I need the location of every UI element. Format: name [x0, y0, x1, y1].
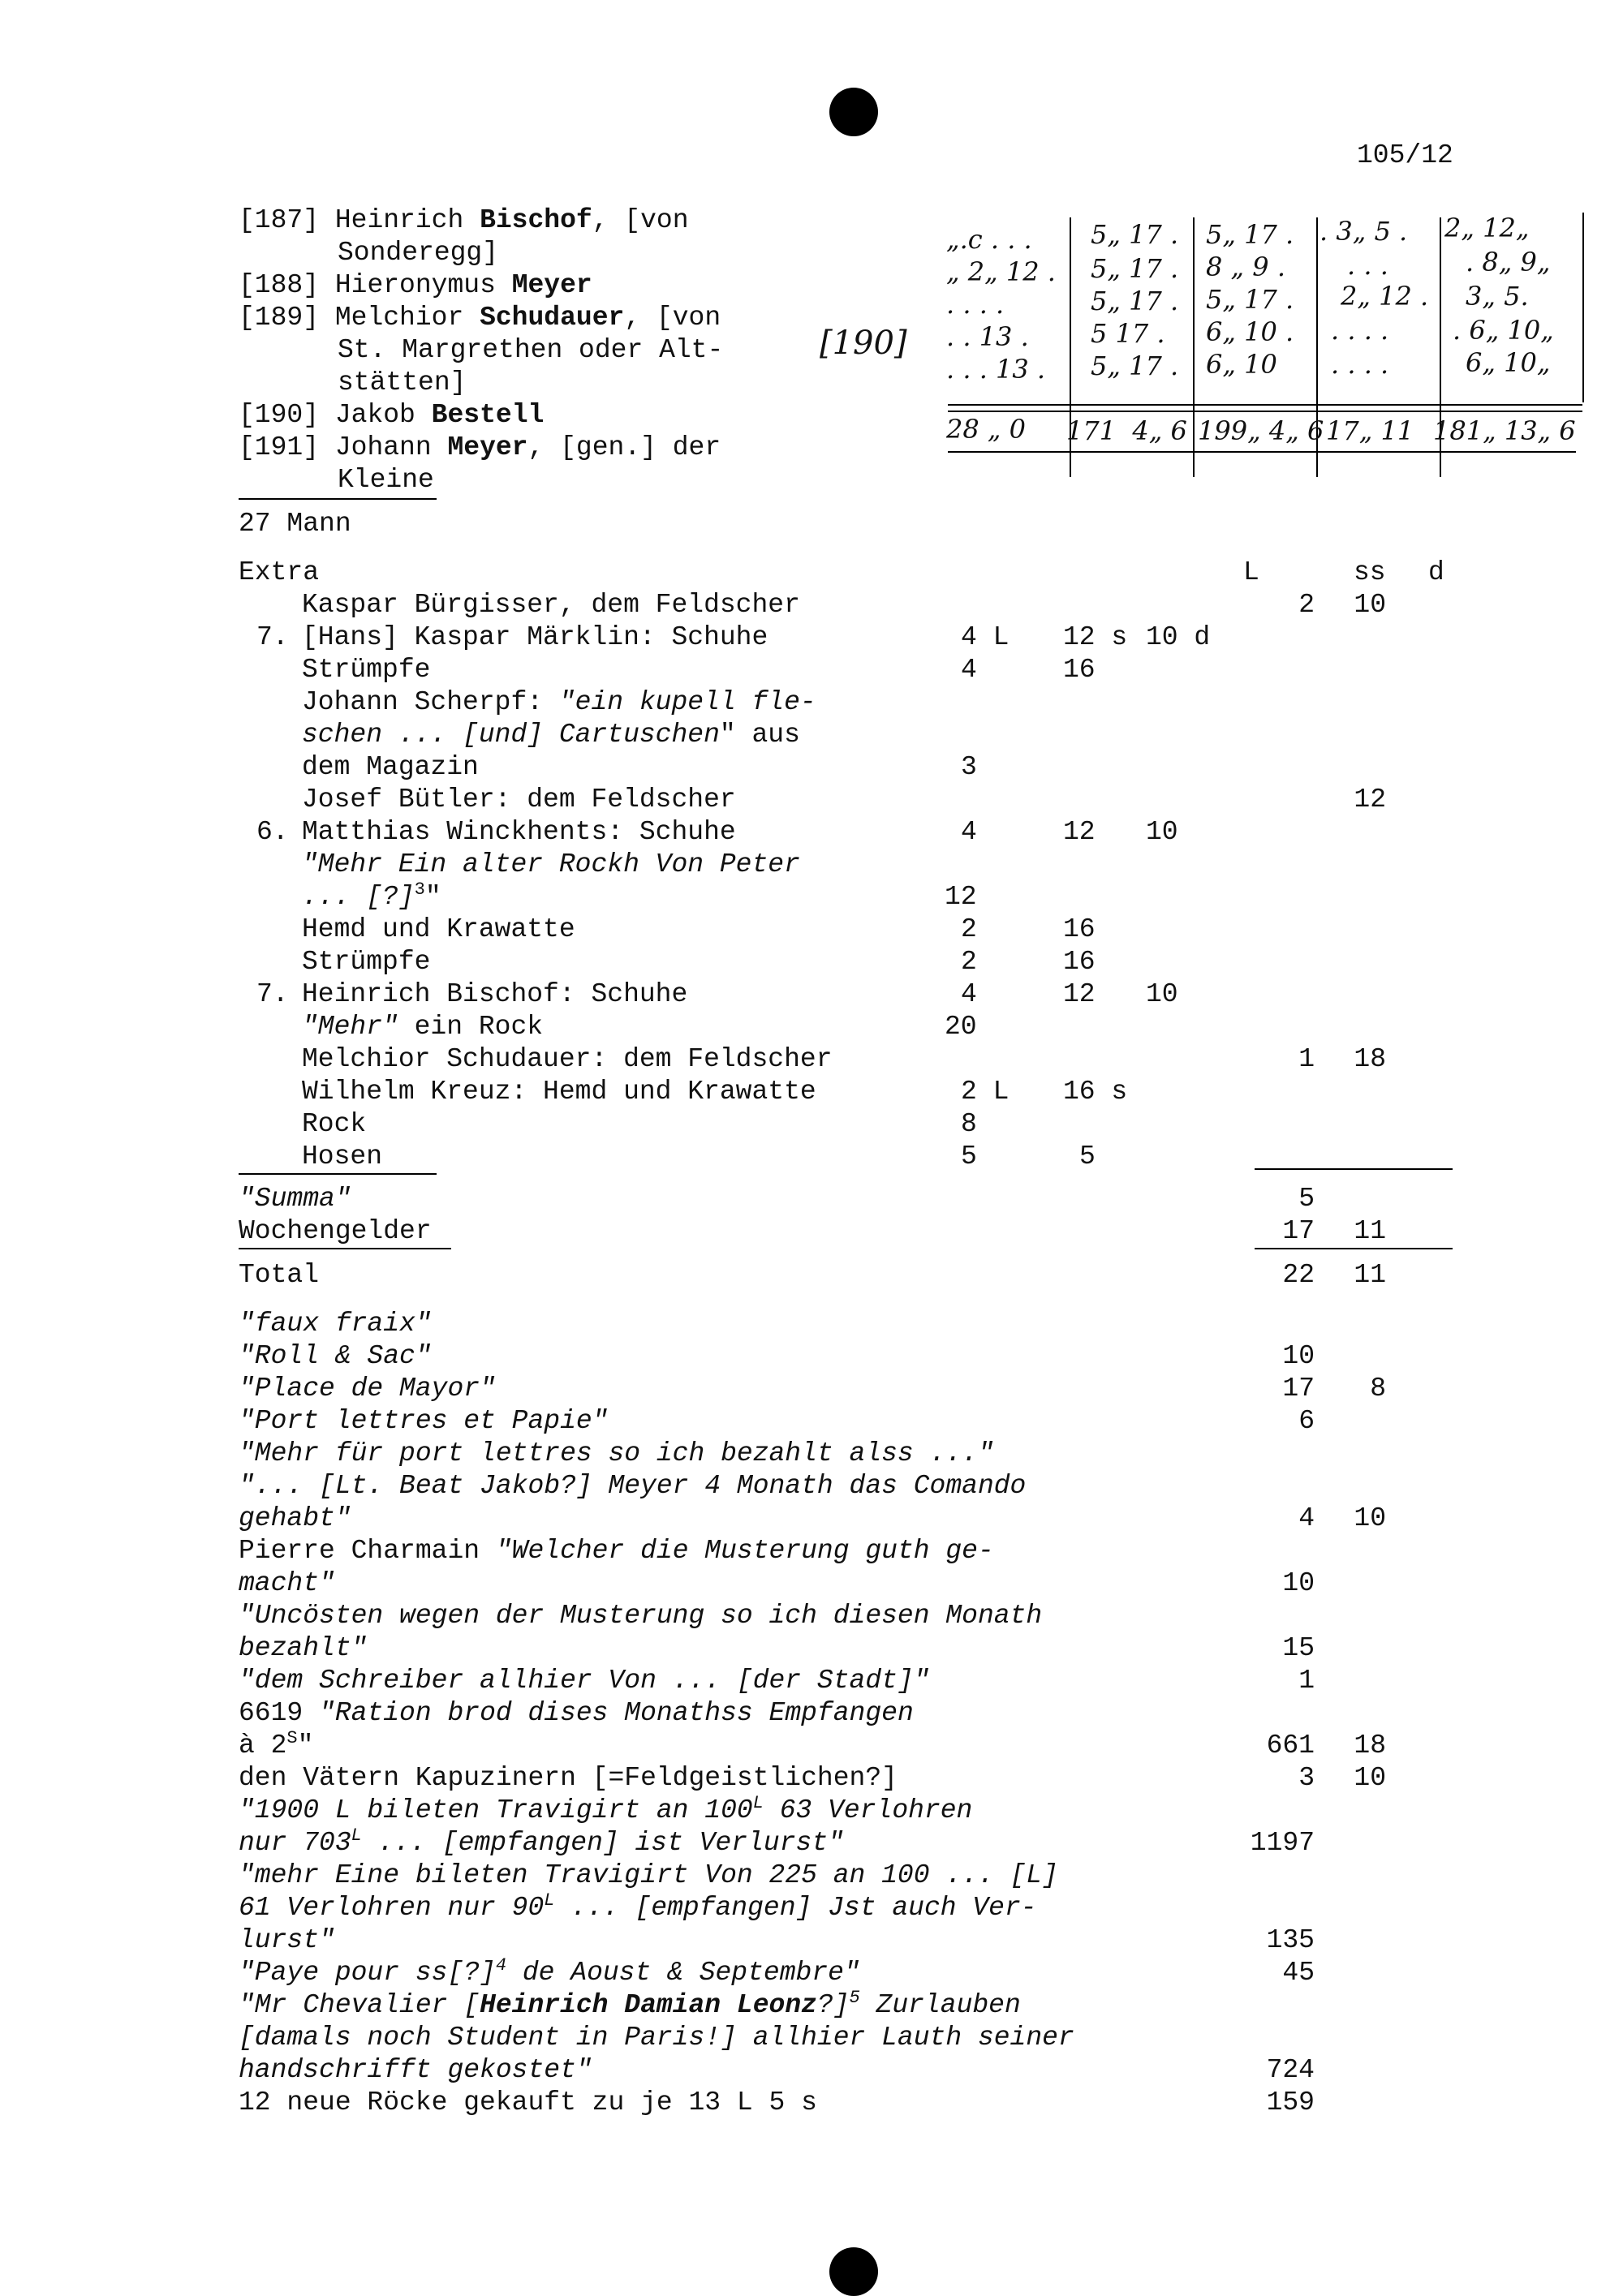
list-item: Wilhelm Kreuz: Hemd und Krawatte — [302, 1077, 816, 1107]
amount-c2: 16 — [1063, 914, 1096, 944]
cost-line: "dem Schreiber allhier Von ... [der Stadt]" — [239, 1666, 930, 1696]
grid-total: 171 4„ 6 — [1066, 415, 1187, 446]
amount-l: 17 — [1282, 1374, 1315, 1404]
cost-line: "faux fraix" — [239, 1309, 432, 1339]
grid-cell: „.c . . . — [946, 224, 1032, 255]
grid-total: 181„ 13„ 6 — [1433, 415, 1576, 446]
amount-c2: 16 — [1063, 655, 1096, 685]
amount-ss: 12 — [1354, 785, 1386, 815]
grid-cell: 6„ 10 . — [1206, 316, 1294, 347]
cost-line: den Vätern Kapuzinern [=Feldgeistlichen?] — [239, 1763, 898, 1793]
amount-c2: 12 — [1063, 979, 1096, 1009]
grid-cell: 5„ 17 . — [1206, 284, 1294, 315]
roster-entry-cont: Sonderegg] — [338, 238, 499, 268]
roster-entry-cont: St. Margrethen oder Alt- — [338, 335, 724, 365]
list-item: Heinrich Bischof: Schuhe — [302, 979, 688, 1009]
amount-c1: 4 — [961, 979, 977, 1009]
amount-c1: 4 — [961, 817, 977, 847]
amount-c3: 10 — [1146, 979, 1178, 1009]
list-item: "Mehr" ein Rock — [302, 1012, 544, 1042]
cost-line: macht" — [239, 1568, 335, 1598]
grid-cell: . 6„ 10„ — [1453, 315, 1554, 346]
amount-c3: 10 d — [1146, 622, 1211, 652]
amount-ss: 10 — [1354, 1763, 1386, 1793]
grid-total: 28 „ 0 — [946, 414, 1026, 445]
cost-line: 61 Verlohren nur $90^L$ ... [empfangen] Jst auch Ver- — [239, 1890, 1037, 1923]
grid-cell: . . . 13 . — [946, 354, 1046, 385]
grid-cell: 5 17 . — [1091, 318, 1165, 349]
amount-l: 10 — [1282, 1568, 1315, 1598]
amount-l: 1197 — [1250, 1828, 1315, 1858]
cost-line: "... [Lt. Beat Jakob?] Meyer 4 Monath das Comando — [239, 1471, 1027, 1501]
amount-c1: 2 — [961, 914, 977, 944]
amount-ss: 10 — [1354, 590, 1386, 620]
amount-c2: 16 — [1063, 947, 1096, 977]
grid-cell: 5„ 17 . — [1206, 219, 1294, 250]
amount-c1: 4 L — [961, 622, 1010, 652]
amount-l: 3 — [1298, 1763, 1315, 1793]
grid-cell: . . . . — [946, 289, 1005, 320]
amount-l: 15 — [1282, 1633, 1315, 1663]
summa-label: "Summa" — [239, 1184, 351, 1214]
list-item: dem Magazin — [302, 752, 479, 782]
amount-l: 135 — [1266, 1925, 1315, 1955]
amount-c1: 8 — [961, 1109, 977, 1139]
list-item: Matthias Winckhents: Schuhe — [302, 817, 736, 847]
grid-cell: . . . . — [1331, 349, 1389, 380]
cost-line: bezahlt" — [239, 1633, 368, 1663]
amount-l: 6 — [1298, 1406, 1315, 1436]
list-item: "Mehr Ein alter Rockh Von Peter — [302, 849, 800, 879]
grid-line — [948, 451, 1576, 453]
amount-c1: 2 — [961, 947, 977, 977]
amount-c1: 5 — [961, 1142, 977, 1172]
amount-c2: 16 s — [1063, 1077, 1128, 1107]
mann-count: 27 Mann — [239, 509, 351, 539]
list-item: Hosen — [302, 1142, 383, 1172]
punch-hole-top — [829, 88, 878, 136]
list-item: Strümpfe — [302, 947, 431, 977]
list-item: ... [?]$^3$" — [302, 879, 441, 912]
cost-line: gehabt" — [239, 1503, 351, 1533]
grid-cell: 6„ 10„ — [1466, 347, 1551, 378]
grid-cell: 2„ 12 . — [1341, 281, 1429, 312]
sum-rule — [1255, 1168, 1453, 1170]
grid-total: 17„ 11 — [1326, 415, 1414, 446]
item-number: 7. — [256, 622, 289, 652]
grid-cell: 5„ 17 . — [1091, 286, 1179, 316]
roster-entry-cont: stätten] — [338, 368, 467, 398]
list-item: Strümpfe — [302, 655, 431, 685]
amount-l: 17 — [1282, 1216, 1315, 1246]
margin-note: [190] — [820, 325, 907, 362]
cost-line: "mehr Eine bileten Travigirt Von 225 an 100 ... [L] — [239, 1860, 1058, 1890]
roster-entry: [190] Jakob Bestell — [239, 400, 545, 430]
column-header-ss: ss — [1354, 557, 1386, 587]
cost-line: "Port lettres et Papie" — [239, 1406, 609, 1436]
amount-l: 724 — [1266, 2055, 1315, 2085]
list-item: Josef Bütler: dem Feldscher — [302, 785, 736, 815]
grid-line — [1193, 217, 1195, 477]
column-header-l: L — [1243, 557, 1259, 587]
grid-cell: 2„ 12„ — [1444, 213, 1530, 243]
list-item: Kaspar Bürgisser, dem Feldscher — [302, 590, 800, 620]
grid-cell: . . . . — [1331, 315, 1389, 346]
amount-c2: 12 s — [1063, 622, 1128, 652]
grid-line — [1582, 213, 1584, 402]
summary-rule — [1255, 1248, 1453, 1249]
grid-cell: . . 13 . — [946, 321, 1029, 352]
cost-line: [damals noch Student in Paris!] allhier Lauth seiner — [239, 2023, 1074, 2053]
amount-c2: 12 — [1063, 817, 1096, 847]
grid-cell: 5„ 17 . — [1091, 350, 1179, 381]
grid-total: 199„ 4„ 6 — [1198, 415, 1324, 446]
list-item: Melchior Schudauer: dem Feldscher — [302, 1044, 833, 1074]
cost-line: handschrifft gekostet" — [239, 2055, 592, 2085]
amount-ss: 11 — [1354, 1260, 1386, 1290]
cost-line: Pierre Charmain "Welcher die Musterung guth ge- — [239, 1536, 994, 1566]
grid-cell: 3„ 5. — [1466, 281, 1529, 312]
amount-c1: 2 L — [961, 1077, 1010, 1107]
cost-line: "Paye pour ss[?]$^4$ de Aoust & Septembre" — [239, 1955, 860, 1988]
grid-cell: . 3„ 5 . — [1319, 216, 1408, 247]
cost-line: "Mehr für port lettres so ich bezahlt alss ..." — [239, 1438, 994, 1468]
grid-cell: 5„ 17 . — [1091, 219, 1179, 250]
amount-ss: 10 — [1354, 1503, 1386, 1533]
cost-line: lurst" — [239, 1925, 335, 1955]
list-item: Hemd und Krawatte — [302, 914, 575, 944]
amount-ss: 8 — [1370, 1374, 1386, 1404]
list-item: [Hans] Kaspar Märklin: Schuhe — [302, 622, 768, 652]
amount-ss: 18 — [1354, 1731, 1386, 1761]
amount-l: 4 — [1298, 1503, 1315, 1533]
grid-line — [948, 404, 1582, 406]
roster-entry: [191] Johann Meyer, [gen.] der — [239, 432, 721, 462]
amount-c1: 12 — [945, 882, 977, 912]
list-item: schen ... [und] Cartuschen" aus — [302, 720, 800, 750]
amount-l: 5 — [1298, 1184, 1315, 1214]
roster-rule — [239, 498, 437, 500]
amount-l: 1 — [1298, 1044, 1315, 1074]
amount-ss: 11 — [1354, 1216, 1386, 1246]
summary-rule — [239, 1248, 451, 1249]
section-rule — [239, 1173, 437, 1175]
amount-l: 10 — [1282, 1341, 1315, 1371]
roster-entry: [187] Heinrich Bischof, [von — [239, 205, 689, 235]
amount-c3: 10 — [1146, 817, 1178, 847]
amount-l: 2 — [1298, 590, 1315, 620]
cost-line: nur $703^L$ ... [empfangen] ist Verlurst" — [239, 1825, 844, 1858]
extra-heading: Extra — [239, 557, 320, 587]
cost-line: "Uncösten wegen der Musterung so ich diesen Monath — [239, 1601, 1043, 1631]
item-number: 7. — [256, 979, 289, 1009]
column-header-d: d — [1428, 557, 1444, 587]
amount-l: 1 — [1298, 1666, 1315, 1696]
roster-entry: [189] Melchior Schudauer, [von — [239, 303, 721, 333]
item-number: 6. — [256, 817, 289, 847]
amount-l: 45 — [1282, 1958, 1315, 1988]
amount-l: 661 — [1266, 1731, 1315, 1761]
page-number: 105/12 — [1357, 140, 1453, 170]
cost-line: "Mr Chevalier [Heinrich Damian Leonz?]$^5$ Zurlauben — [239, 1988, 1021, 2020]
cost-line: "Roll & Sac" — [239, 1341, 432, 1371]
cost-line: 6619 "Ration brod dises Monathss Empfangen — [239, 1698, 914, 1728]
grid-line — [948, 411, 1582, 412]
roster-entry-cont: Kleine — [338, 465, 434, 495]
punch-hole-bottom — [829, 2247, 878, 2296]
cost-line: 12 neue Röcke gekauft zu je 13 L 5 s — [239, 2087, 817, 2118]
amount-c1: 4 — [961, 655, 977, 685]
cost-line: "1900 L bileten Travigirt an $100^L$ 63 Verlohren — [239, 1793, 973, 1825]
grid-cell: . . . — [1347, 250, 1388, 281]
total-label: Total — [239, 1260, 320, 1290]
wochengelder-label: Wochengelder — [239, 1216, 432, 1246]
cost-line: "Place de Mayor" — [239, 1374, 496, 1404]
list-item: Rock — [302, 1109, 367, 1139]
amount-l: 159 — [1266, 2087, 1315, 2118]
amount-c1: 3 — [961, 752, 977, 782]
grid-cell: . 8„ 9„ — [1466, 247, 1551, 277]
grid-cell: „ 2„ 12 . — [946, 256, 1056, 287]
grid-cell: 6„ 10 — [1206, 349, 1277, 380]
grid-cell: 5„ 17 . — [1091, 253, 1179, 284]
amount-ss: 18 — [1354, 1044, 1386, 1074]
amount-l: 22 — [1282, 1260, 1315, 1290]
cost-line: à $2^S$" — [239, 1728, 314, 1761]
list-item: Johann Scherpf: "ein kupell fle- — [302, 687, 816, 717]
grid-cell: 8 „ 9 . — [1206, 252, 1285, 282]
amount-c1: 20 — [945, 1012, 977, 1042]
amount-c2: 5 — [1079, 1142, 1096, 1172]
roster-entry: [188] Hieronymus Meyer — [239, 270, 592, 300]
